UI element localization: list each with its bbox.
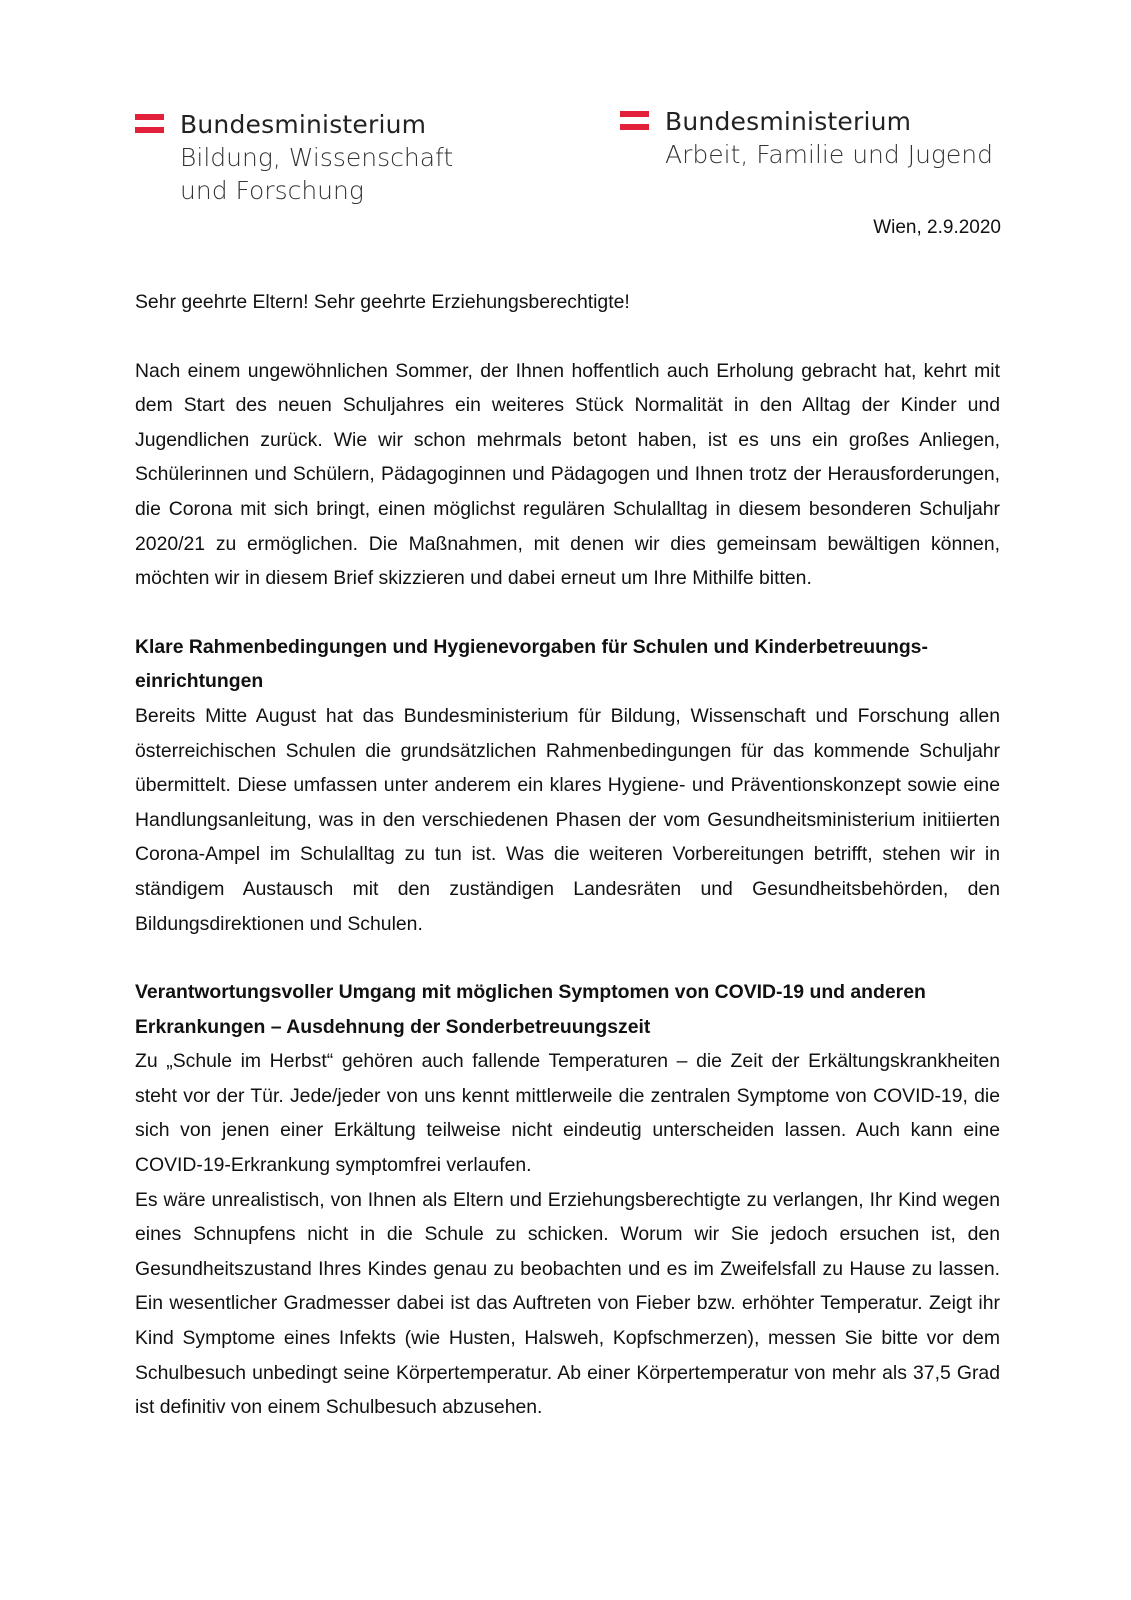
letter-date: Wien, 2.9.2020 bbox=[873, 217, 1001, 238]
logo-bmbwf-line2: und Forschung bbox=[180, 176, 364, 205]
logo-bmafj-line1: Arbeit, Familie und Jugend bbox=[665, 140, 994, 169]
salutation: Sehr geehrte Eltern! Sehr geehrte Erziehungsberechtigte! bbox=[135, 291, 630, 313]
logo-bmbwf-line1: Bildung, Wissenschaft bbox=[180, 143, 454, 172]
section1-heading: Klare Rahmenbedingungen und Hygienevorgaben für Schulen und Kinderbetreuungs-einrichtungen bbox=[135, 635, 928, 693]
logo-bmafj-text bbox=[665, 105, 993, 171]
section2-paragraph-2: Es wäre unrealistisch, von Ihnen als Eltern und Erziehungsberechtigte zu verlangen, Ihr Kind wegen eines Schnupfens nicht in die Schule zu schicken. Worum wir Sie jedoch ersuchen ist, den Gesundheitszustand Ihres Kindes genau zu beobachten und es im Zweifelsfall zu Hause zu lassen. Ein wesentlicher Gradmesser dabei ist das Auftreten von Fieber bzw. erhöhter Temperatur. Zeigt ihr Kind Symptome eines Infekts (wie Husten, Halsweh, Kopfschmerzen), messen Sie bitte vor dem Schulbesuch unbedingt seine Körpertemperatur. Ab einer Körpertemperatur von mehr als 37,5 Grad ist definitiv von einem Schulbesuch abzusehen. bbox=[135, 1188, 1000, 1419]
austrian-flag-icon bbox=[135, 114, 164, 134]
austrian-flag-icon bbox=[620, 111, 649, 131]
logo-bmbwf-title: Bundesministerium bbox=[180, 110, 427, 139]
letter-body bbox=[135, 285, 1000, 1425]
flag-stripe-bottom bbox=[620, 124, 649, 130]
section1-paragraph: Bereits Mitte August hat das Bundesministerium für Bildung, Wissenschaft und Forschung allen österreichischen Schulen die grundsätzlichen Rahmenbedingungen für das kommende Schuljahr übermittelt. Diese umfassen unter anderem ein klares Hygiene- und Präventionskonzept sowie eine Handlungsanleitung, was in den verschiedenen Phasen der vom Gesundheitsministerium initiierten Corona-Ampel im Schulalltag zu tun ist. Was die weiteren Vorbereitungen betrifft, stehen wir in ständigem Austausch mit den zuständigen Landesräten und Gesundheitsbehörden, den Bildungsdirektionen und Schulen. bbox=[135, 704, 1000, 935]
section2-paragraph-1: Zu „Schule im Herbst“ gehören auch fallende Temperaturen – die Zeit der Erkältungskrankheiten steht vor der Tür. Jede/jeder von uns kennt mittlerweile die zentralen Symptome von COVID-19, die sich von jenen einer Erkältung teilweise nicht eindeutig unterscheiden lassen. Auch kann eine COVID-19-Erkrankung symptomfrei verlaufen. bbox=[135, 1050, 1000, 1177]
logo-bmbwf-text bbox=[180, 108, 453, 207]
flag-stripe-top bbox=[620, 111, 649, 117]
section2-heading: Verantwortungsvoller Umgang mit möglichen Symptomen von COVID-19 und anderen Erkrankungen – Ausdehnung der Sonderbetreuungszeit bbox=[135, 981, 926, 1038]
intro-paragraph: Nach einem ungewöhnlichen Sommer, der Ihnen hoffentlich auch Erholung gebracht hat, kehrt mit dem Start des neuen Schuljahres ein weiteres Stück Normalität in den Alltag der Kinder und Jugendlichen zurück. Wie wir schon mehrmals betont haben, ist es uns ein großes Anliegen, Schülerinnen und Schülern, Pädagoginnen und Pädagogen und Ihnen trotz der Herausforderungen, die Corona mit sich bringt, einen möglichst regulären Schulalltag in diesem besonderen Schuljahr 2020/21 zu ermöglichen. Die Maßnahmen, mit denen wir dies gemeinsam bewältigen können, möchten wir in diesem Brief skizzieren und dabei erneut um Ihre Mithilfe bitten. bbox=[135, 359, 1000, 590]
flag-stripe-top bbox=[135, 114, 164, 120]
flag-stripe-bottom bbox=[135, 127, 164, 133]
logo-bmafj-title: Bundesministerium bbox=[665, 107, 912, 136]
logo-bmafj bbox=[620, 105, 993, 171]
logo-bmbwf bbox=[135, 108, 453, 207]
